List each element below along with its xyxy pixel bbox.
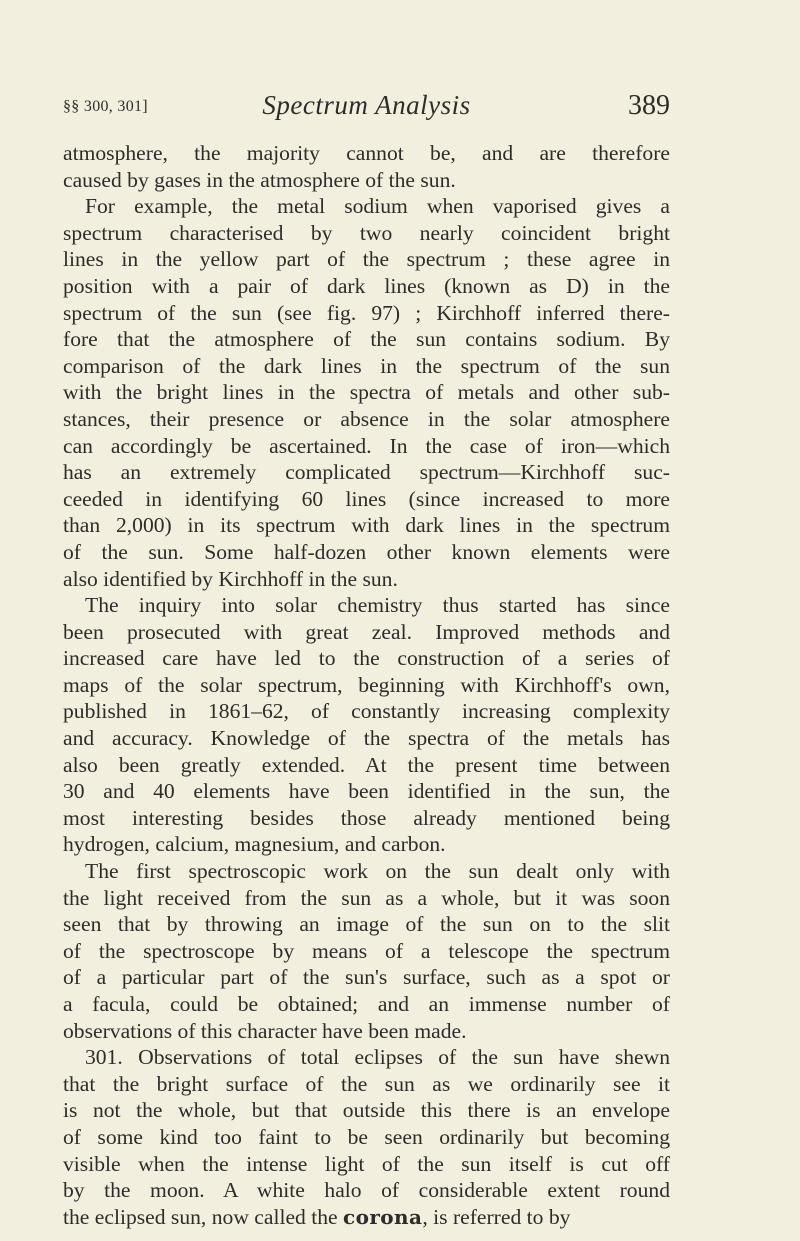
page-number: 389 (628, 90, 670, 121)
text-line: observations of this character have been made. (63, 1018, 467, 1043)
text-line: also identified by Kirchhoff in the sun. (63, 566, 398, 591)
text-line: ceeded in identifying 60 lines (since increased to more (63, 486, 670, 511)
running-head (63, 90, 670, 126)
text-line: maps of the solar spectrum, beginning with Kirchhoff's own, (63, 672, 670, 697)
text-line: that the bright surface of the sun as we ordinarily see it (63, 1071, 670, 1096)
section-reference: §§ 300, 301] (63, 98, 148, 115)
text-segment: the eclipsed sun, now called the (63, 1204, 338, 1229)
text-line: been prosecuted with great zeal. Improved methods and (63, 619, 670, 644)
text-line: comparison of the dark lines in the spectrum of the sun (63, 353, 670, 378)
text-line: 301. Observations of total eclipses of the sun have shewn (85, 1045, 670, 1070)
text-line: with the bright lines in the spectra of metals and other sub- (63, 380, 670, 405)
body-text (63, 140, 670, 1230)
text-line: of some kind too faint to be seen ordinarily but becoming (63, 1124, 670, 1149)
text-line: can accordingly be ascertained. In the case of iron—which (63, 433, 670, 458)
text-line: is not the whole, but that outside this there is an envelope (63, 1098, 670, 1123)
text-line: seen that by throwing an image of the sun on to the slit (63, 912, 670, 937)
text-segment: , is referred to by (422, 1204, 571, 1229)
text-line: stances, their presence or absence in the solar atmosphere (63, 406, 670, 431)
text-line: lines in the yellow part of the spectrum ; these agree in (63, 247, 670, 272)
text-line: fore that the atmosphere of the sun contains sodium. By (63, 327, 670, 352)
text-line: also been greatly extended. At the present time between (63, 752, 670, 777)
text-line: position with a pair of dark lines (known as D) in the (63, 273, 670, 298)
text-line: of a particular part of the sun's surface, such as a spot or (63, 965, 670, 990)
text-line: The first spectroscopic work on the sun dealt only with (85, 859, 670, 884)
text-line: The inquiry into solar chemistry thus started has since (85, 593, 670, 618)
text-line: of the sun. Some half-dozen other known elements were (63, 539, 670, 564)
text-line: the light received from the sun as a whole, but it was soon (63, 885, 670, 910)
text-line: most interesting besides those already mentioned being (63, 805, 670, 830)
text-line: and accuracy. Knowledge of the spectra of the metals has (63, 726, 670, 751)
text-line: has an extremely complicated spectrum—Kirchhoff suc- (63, 460, 670, 485)
text-line: a facula, could be obtained; and an immense number of (63, 992, 670, 1016)
text-line: 30 and 40 elements have been identified in the sun, the (63, 779, 670, 804)
page-title: Spectrum Analysis (262, 90, 471, 120)
text-line: visible when the intense light of the sun itself is cut off (63, 1151, 670, 1176)
text-line: spectrum characterised by two nearly coincident bright (63, 220, 670, 245)
bold-term: corona (343, 1204, 423, 1229)
text-line: spectrum of the sun (see fig. 97) ; Kirchhoff inferred there- (63, 300, 670, 325)
text-line: of the spectroscope by means of a telescope the spectrum (63, 938, 670, 963)
text-line: increased care have led to the construction of a series of (63, 646, 670, 671)
text-line (63, 1204, 670, 1231)
text-line: by the moon. A white halo of considerable extent round (63, 1178, 670, 1203)
text-line: caused by gases in the atmosphere of the sun. (63, 167, 456, 192)
text-line: than 2,000) in its spectrum with dark lines in the spectrum (63, 513, 670, 538)
text-line: published in 1861–62, of constantly increasing complexity (63, 699, 670, 724)
text-line: hydrogen, calcium, magnesium, and carbon. (63, 832, 446, 857)
text-line: atmosphere, the majority cannot be, and are therefore (63, 141, 670, 165)
text-line: For example, the metal sodium when vaporised gives a (85, 194, 670, 219)
